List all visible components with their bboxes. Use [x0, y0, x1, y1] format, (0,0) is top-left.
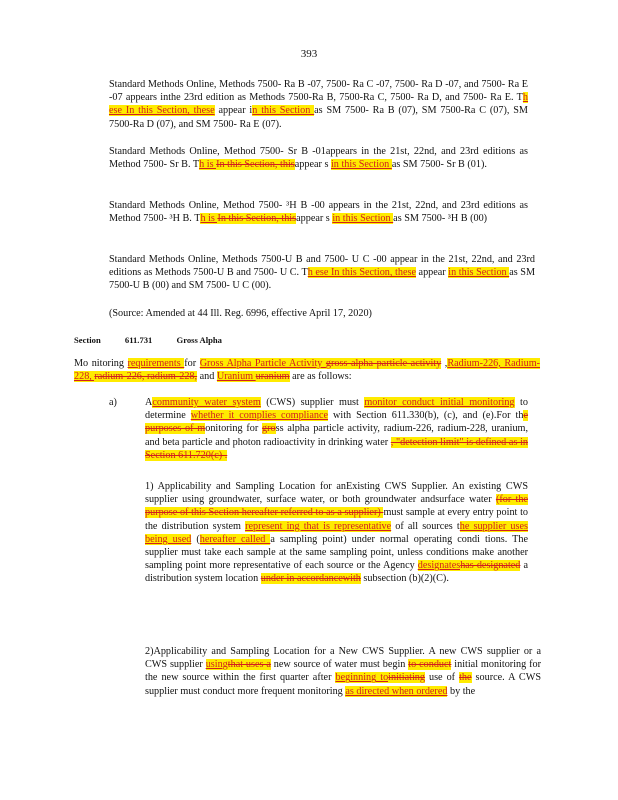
item-2-paragraph: [145, 645, 541, 698]
text: ss alpha particle activity, radium-226, radium-228, uranium, and beta particle and photon radioactivity in drinking water: [145, 423, 529, 448]
inserted-text: h is: [199, 159, 217, 171]
text: of all sources t: [391, 520, 460, 532]
inserted-text: he supplier uses being used: [145, 520, 528, 545]
inserted-text: h ese In this Section, these: [109, 92, 528, 117]
paragraph-ra-methods: [109, 78, 528, 131]
text: subsection (b)(2)(C).: [360, 573, 449, 585]
deleted-text: has designated: [460, 560, 521, 572]
section-heading: [74, 335, 244, 345]
text: new source of water must begin: [270, 659, 409, 671]
inserted-text: designates: [417, 560, 461, 572]
text: and: [197, 371, 217, 383]
text: with Section 611.330(b), (c), and (e).For th: [328, 410, 524, 422]
inserted-text: Uranium: [216, 371, 256, 383]
deleted-text: radium-226, radium-228,: [94, 371, 198, 383]
deleted-text: the: [459, 672, 472, 684]
section-title: Gross Alpha: [176, 335, 222, 345]
item-a-label: a): [109, 397, 117, 408]
text: as SM 7500- Ra B (07), SM 7500-Ra C (07), SM 7500-Ra D (07), and SM 7500- Ra E (07).: [109, 105, 528, 130]
text: 1) Applicability and Sampling Location for anExisting CWS Supplier. An existing CWS supplier using groundwater, surface water, or both groundwater andsurface water: [145, 481, 528, 506]
text: must sample at every entry point to the distribution system: [145, 507, 528, 532]
inserted-text: in this Section: [332, 213, 394, 225]
inserted-text: n this Section: [252, 105, 315, 117]
deleted-text: , "detection limit" is defined as in Section 611.720(c) .: [145, 436, 528, 461]
section-number: 611.731: [124, 335, 153, 345]
deleted-text: that uses a: [227, 659, 271, 671]
inserted-text: monitor conduct initial monitoring: [364, 397, 515, 408]
inserted-text: requirements: [127, 358, 185, 369]
text: (CWS) supplier must: [260, 397, 365, 408]
text: onitoring for: [205, 423, 263, 435]
text: Standard Methods Online, Methods 7500-U B and 7500- U C -00 appear in the 21st, 22nd, and 23rd editions as Methods 7500-U B and 7500- U C. T: [109, 254, 535, 279]
text: Standard Methods Online, Methods 7500- Ra B -07, 7500- Ra C -07, 7500- Ra D -07, and 7500- Ra E -07 appears inthe 23rd edition as Methods 7500-Ra B, 7500-Ra C, 7500- Ra D, and 7500- Ra E. T: [109, 79, 528, 104]
text: source. A CWS supplier must conduct more frequent monitoring: [145, 672, 542, 697]
intro-paragraph: [74, 357, 540, 383]
text: initial monitoring for the new source within the first quarter after: [145, 659, 541, 684]
text: as SM 7500- ³H B (00): [393, 213, 488, 225]
text: 2)Applicability and Sampling Location for a New CWS Supplier. A new CWS supplier or a CWS supplier: [145, 646, 541, 671]
inserted-text: h ese In this Section, these: [307, 267, 416, 279]
text: Standard Methods Online, Method 7500- ³H B -00 appears in the 21st, 22nd, and 23rd editions as Method 7500- ³H B. T: [109, 200, 528, 225]
item-a-paragraph: [145, 396, 528, 462]
inserted-text: as directed when ordered: [345, 685, 448, 697]
deleted-text: (for the purpose of this Section hereafter referred to as a supplier): [145, 494, 528, 519]
text: appear s: [296, 213, 333, 225]
inserted-text: Radium-226, Radium-228,: [74, 358, 541, 383]
text: are as follows:: [289, 371, 352, 383]
text: as SM 7500- Sr B (01).: [391, 159, 487, 171]
text: for: [184, 358, 200, 369]
deleted-text: e purposes of m: [145, 410, 528, 435]
text: appear i: [214, 105, 253, 117]
section-label: Section: [74, 335, 101, 345]
page-number: 393: [300, 48, 318, 60]
deleted-text: In this Section, this: [216, 159, 295, 171]
text: to determine: [145, 397, 528, 422]
item-1-paragraph: [145, 480, 528, 586]
text: appear s: [294, 159, 331, 171]
inserted-text: in this Section: [448, 267, 510, 279]
deleted-text: to conduct: [408, 659, 452, 671]
text: by the: [447, 685, 476, 697]
deleted-text: under in accordancewith: [260, 573, 361, 585]
text: ,: [441, 358, 448, 369]
inserted-text: in this Section: [330, 159, 392, 171]
deleted-text: initiating: [388, 672, 425, 684]
inserted-text: h is: [200, 213, 218, 225]
deleted-text: In this Section, this: [217, 213, 297, 225]
text: Mo nitoring: [74, 358, 128, 369]
inserted-text: hereafter called: [199, 533, 271, 545]
text: A: [145, 397, 153, 408]
source-note: (Source: Amended at 44 Ill. Reg. 6996, effective April 17, 2020): [109, 308, 372, 319]
text: appear: [415, 267, 449, 279]
paragraph-sr-methods: [109, 145, 528, 171]
deleted-text: gross alpha particle activity: [325, 358, 442, 369]
text: Standard Methods Online, Method 7500- Sr B -01appears in the 21st, 22nd, and 23rd editions as Method 7500- Sr B. T: [109, 146, 528, 171]
deleted-text: gro: [262, 423, 276, 435]
inserted-text: using: [205, 659, 228, 671]
text: a sampling point) under normal operating condi tions. The supplier must take each sample at the same sampling point, unless conditions make another sampling point more representative of each source or the Agency: [145, 533, 528, 572]
inserted-text: represent ing that is representative: [245, 520, 392, 532]
inserted-text: Gross Alpha Particle Activity: [199, 358, 326, 369]
text: (: [191, 533, 200, 545]
deleted-text: uranium: [255, 371, 290, 383]
paragraph-tritium-methods: [109, 199, 528, 225]
paragraph-uranium-methods: [109, 253, 535, 293]
text: a distribution system location: [145, 560, 528, 585]
inserted-text: community water system: [152, 397, 261, 408]
inserted-text: whether it complies compliance: [190, 410, 329, 422]
text: use of: [424, 672, 460, 684]
inserted-text: beginning to: [335, 672, 389, 684]
text: as SM 7500-U B (00) and SM 7500- U C (00).: [109, 267, 536, 292]
